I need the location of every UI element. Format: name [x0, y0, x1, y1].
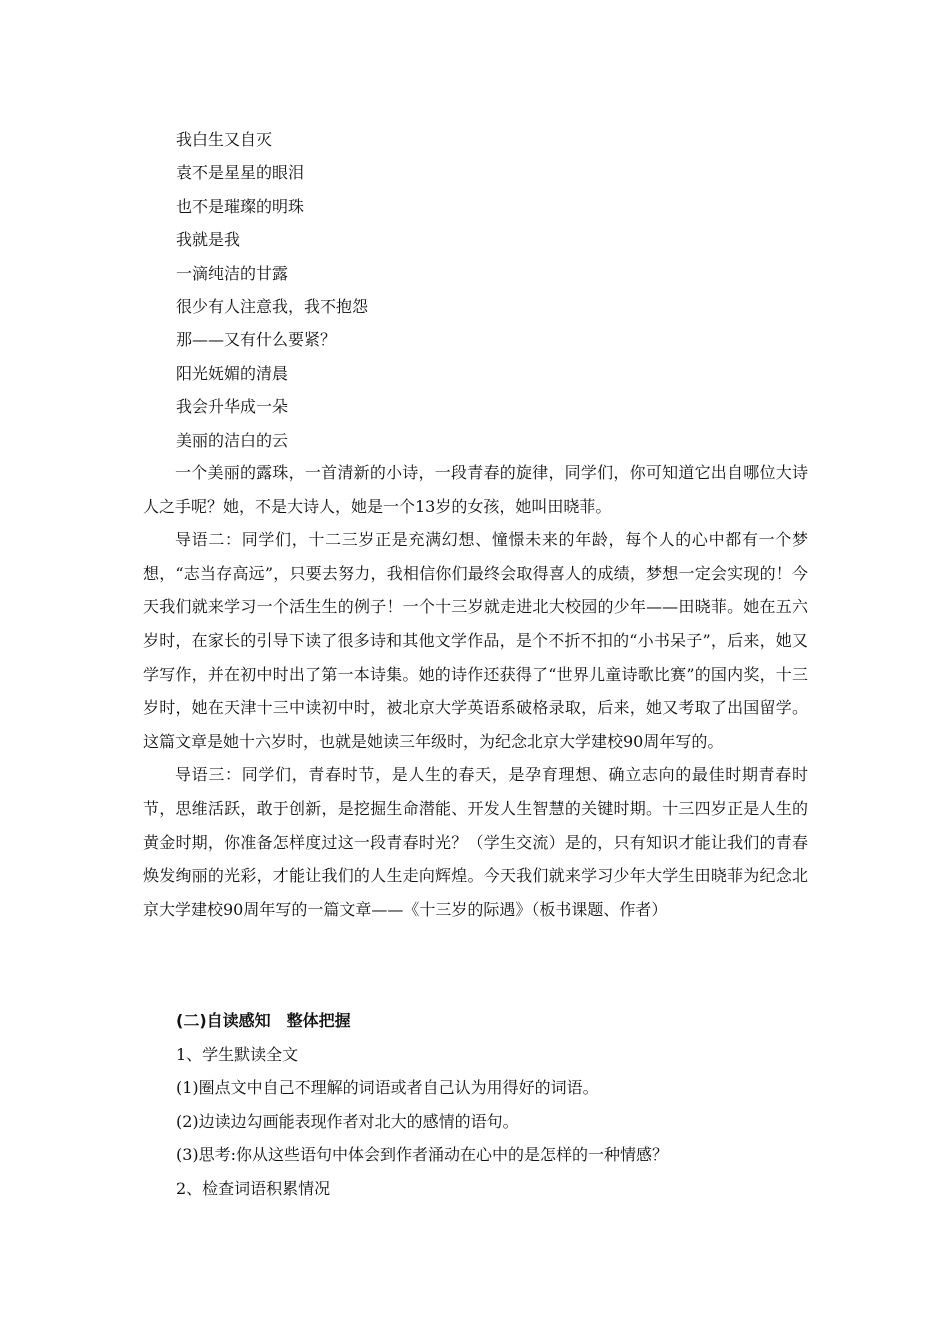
section-heading: (二)自读感知 整体把握: [176, 1011, 351, 1030]
poem-line: 我会升华成一朵: [176, 397, 289, 417]
poem-line: 美丽的洁白的云: [176, 430, 289, 450]
paragraph-intro: 一个美丽的露珠，一首清新的小诗，一段青春的旋律，同学们，你可知道它出自哪位大诗人之手呢？她，不是大诗人，她是一个13岁的女孩，她叫田晓菲。: [143, 463, 808, 516]
poem-line: 很少有人注意我，我不抱怨: [176, 296, 369, 316]
paragraph-lead-3: 导语三：同学们，青春时节，是人生的春天，是孕育理想、确立志向的最佳时期青春时节，思维活跃，敢于创新，是挖掘生命潜能、开发人生智慧的关键时期。十三四岁正是人生的黄金时期，你准备怎样度过这一段青春时光？（学生交流）是的，只有知识才能让我们的青春焕发绚丽的光彩，才能让我们的人生走向辉煌。今天我们就来学习少年大学生田晓菲为纪念北京大学建校90周年写的一篇文章——《十三岁的际遇》（板书课题、作者）: [143, 765, 808, 919]
poem-line: 我白生又自灭: [176, 130, 273, 149]
paragraph-lead-2: 导语二：同学们，十二三岁正是充满幻想、憧憬未来的年龄，每个人的心中都有一个梦想，“志当存高远”，只要去努力，我相信你们最终会取得喜人的成绩，梦想一定会实现的！今天我们就来学习一个活生生的例子！一个十三岁就走进北大校园的少年——田晓菲。她在五六岁时，在家长的引导下读了很多诗和其他文学作品，是个不折不扣的“小书呆子”，后来，她又学写作，并在初中时出了第一本诗集。她的诗作还获得了“世界儿童诗歌比赛”的国内奖，十三岁时，她在天津十三中读初中时，被北京大学英语系破格录取，后来，她又考取了出国留学。这篇文章是她十六岁时，也就是她读三年级时，为纪念北京大学建校90周年写的。: [143, 530, 808, 751]
list-item: 2、检查词语积累情况: [176, 1178, 331, 1198]
task-list: [176, 1038, 816, 1205]
poem-line: 我就是我: [176, 230, 241, 250]
poem-line: 也不是璀璨的明珠: [176, 196, 305, 216]
list-item: (3)思考:你从这些语句中体会到作者涌动在心中的是怎样的一种情感？: [176, 1145, 669, 1165]
poem-line: 那——又有什么要紧？: [176, 330, 337, 350]
poem-line: 阳光妩媚的清晨: [176, 363, 289, 383]
body-text: [143, 456, 808, 926]
poem-line: 袁不是星星的眼泪: [176, 163, 305, 183]
poem-line: 一滴纯洁的甘露: [176, 263, 289, 283]
poem: [176, 123, 776, 457]
list-item: (1)圈点文中自己不理解的词语或者自己认为用得好的词语。: [176, 1078, 599, 1098]
list-item: 1、学生默读全文: [176, 1045, 299, 1064]
list-item: (2)边读边勾画能表现作者对北大的感情的语句。: [176, 1111, 519, 1131]
